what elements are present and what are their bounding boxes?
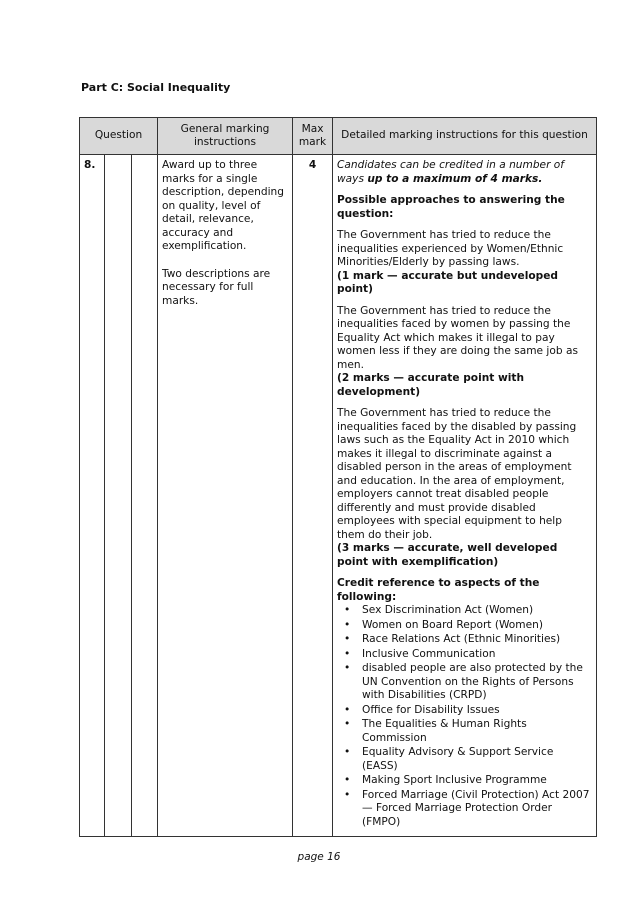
general-instruction-2: Two descriptions are necessary for full marks.	[162, 267, 271, 307]
question-subpart-cell	[105, 155, 132, 837]
question-number: 8.	[80, 155, 105, 837]
header-detailed: Detailed marking instructions for this question	[333, 118, 597, 155]
header-max-mark: Max mark	[293, 118, 333, 155]
example-mark: (3 marks — accurate, well developed point with exemplification)	[337, 542, 558, 568]
credit-item: • disabled people are also protected by the UN Convention on the Rights of Persons with Disabilities (CRPD)	[337, 662, 592, 703]
header-question: Question	[80, 118, 158, 155]
credit-item: • Forced Marriage (Civil Protection) Act 2007 — Forced Marriage Protection Order (FMPO)	[337, 789, 592, 830]
general-instruction-1: Award up to three marks for a single description, depending on quality, level of detail, relevance, accuracy and exemplification.	[162, 159, 284, 252]
detailed-instructions	[333, 155, 597, 837]
marking-table	[79, 117, 597, 837]
example-text: The Government has tried to reduce the inequalities faced by women by passing the Equality Act which makes it illegal to pay women less if they are doing the same job as men.	[337, 304, 578, 371]
credit-item: • Inclusive Communication	[337, 648, 592, 662]
example-text: The Government has tried to reduce the inequalities faced by the disabled by passing laws such as the Equality Act in 2010 which makes it illegal to discriminate against a disabled person in the areas of employment and education. In the area of employment, employers cannot treat disabled people differently and must provide disabled employees with special equipment to help them do their job.	[337, 407, 577, 541]
example-1	[337, 229, 592, 297]
credit-item: • Making Sport Inclusive Programme	[337, 774, 592, 788]
header-row	[80, 118, 597, 155]
intro-text	[337, 159, 592, 186]
max-mark: 4	[293, 155, 333, 837]
credit-item: • Race Relations Act (Ethnic Minorities)	[337, 633, 592, 647]
example-mark: (2 marks — accurate point with development)	[337, 372, 525, 398]
intro-prefix: Candidates can be credited in a number of ways	[337, 159, 565, 185]
example-2	[337, 305, 592, 400]
credit-item: • Office for Disability Issues	[337, 704, 592, 718]
question-row	[80, 155, 597, 837]
example-mark: (1 mark — accurate but undeveloped point)	[337, 269, 558, 295]
credit-item: • The Equalities & Human Rights Commission	[337, 718, 592, 745]
general-instructions	[158, 155, 293, 837]
header-general: General marking instructions	[158, 118, 293, 155]
example-text: The Government has tried to reduce the inequalities experienced by Women/Ethnic Minorities/Elderly by passing laws.	[337, 229, 564, 268]
credit-item: • Equality Advisory & Support Service (EASS)	[337, 746, 592, 773]
credit-heading: Credit reference to aspects of the following:	[337, 577, 540, 603]
section-title: Part C: Social Inequality	[81, 81, 231, 94]
credit-list	[337, 604, 592, 829]
intro-max: up to a maximum of 4 marks.	[367, 172, 543, 185]
question-subsubpart-cell	[132, 155, 158, 837]
credit-item: • Sex Discrimination Act (Women)	[337, 604, 592, 618]
example-3	[337, 407, 592, 569]
approaches-heading: Possible approaches to answering the question:	[337, 194, 565, 220]
page-number: page 16	[297, 851, 341, 863]
credit-item: • Women on Board Report (Women)	[337, 619, 592, 633]
